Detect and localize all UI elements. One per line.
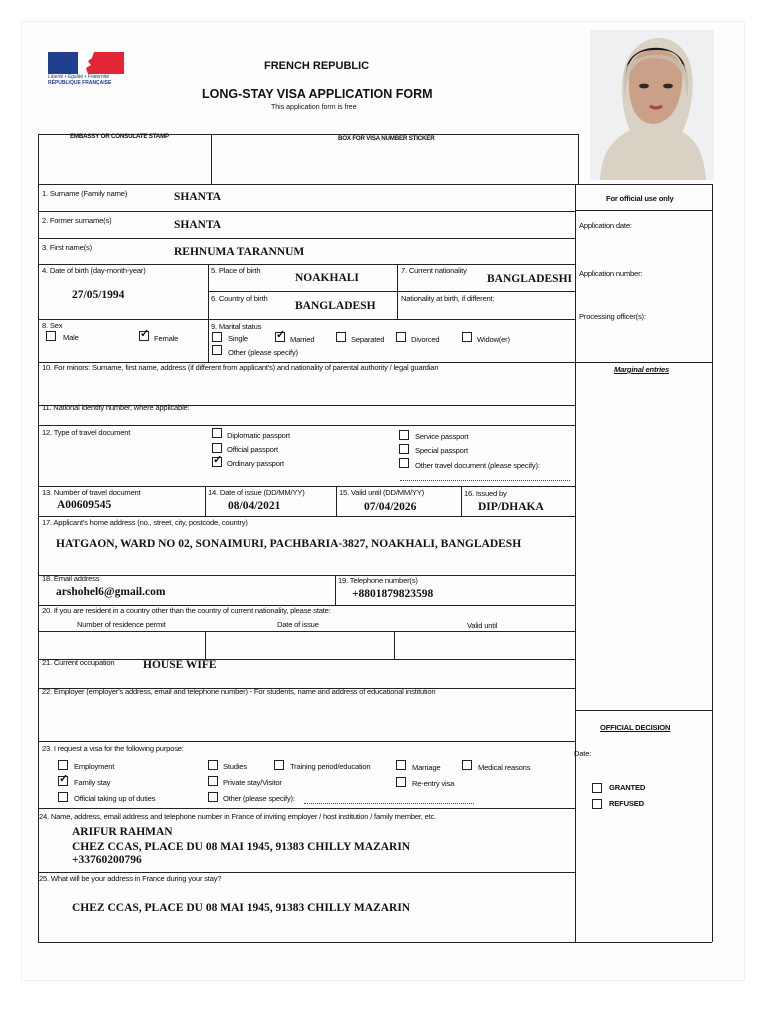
- issued-by-value[interactable]: DIP/DHAKA: [478, 501, 544, 513]
- training-checkbox[interactable]: [274, 760, 284, 770]
- married-label: Married: [290, 335, 315, 344]
- other-marital-checkbox[interactable]: [212, 345, 222, 355]
- other-travel-doc-dotted-line: [400, 480, 570, 481]
- pob-value[interactable]: NOAKHALI: [295, 272, 359, 284]
- home-address-label: 17. Applicant's home address (no., street, city, postcode, country): [42, 518, 248, 527]
- doc-number-value[interactable]: A00609545: [57, 499, 112, 511]
- issue-date-value[interactable]: 08/04/2021: [228, 500, 281, 512]
- email-label: 18. Email address: [42, 574, 100, 583]
- nationality-value[interactable]: BANGLADESHI: [487, 273, 572, 285]
- minors-label: 10. For minors: Surname, first name, address (if different from applicant's) and nationality of parental authority / legal guardian: [42, 363, 439, 372]
- issue-date-label: 14. Date of issue (DD/MM/YY): [208, 488, 305, 497]
- other-purpose-label: Other (please specify):: [223, 794, 295, 803]
- residence-permit-label: Number of residence permit: [77, 620, 166, 629]
- diplomatic-checkbox[interactable]: [212, 428, 222, 438]
- married-checkbox[interactable]: [275, 332, 285, 342]
- dob-label: 4. Date of birth (day-month-year): [42, 266, 146, 275]
- widow-checkbox[interactable]: [462, 332, 472, 342]
- visa-form-sheet: [22, 22, 744, 980]
- french-flag-icon: [48, 52, 124, 74]
- inviting-address[interactable]: CHEZ CCAS, PLACE DU 08 MAI 1945, 91383 CHILLY MAZARIN: [72, 841, 411, 853]
- valid-until-value[interactable]: 07/04/2026: [364, 501, 417, 513]
- other-purpose-dotted-line: [304, 803, 474, 804]
- issued-by-label: 16. Issued by: [464, 489, 507, 498]
- sex-label: 8. Sex: [42, 321, 63, 330]
- granted-checkbox[interactable]: [592, 783, 602, 793]
- residence-valid-label: Valid until: [467, 621, 498, 630]
- email-value[interactable]: arshohel6@gmail.com: [56, 586, 166, 598]
- pob-label: 5. Place of birth: [211, 266, 261, 275]
- nationality-birth-label: Nationality at birth, if different:: [401, 294, 495, 303]
- other-marital-label: Other (please specify): [228, 348, 298, 357]
- refused-checkbox[interactable]: [592, 799, 602, 809]
- special-passport-label: Special passport: [415, 446, 468, 455]
- embassy-stamp-label: EMBASSY OR CONSULATE STAMP: [70, 133, 169, 140]
- service-passport-checkbox[interactable]: [399, 430, 409, 440]
- first-names-value[interactable]: REHNUMA TARANNUM: [174, 246, 305, 258]
- cob-label: 6. Country of birth: [211, 294, 268, 303]
- studies-checkbox[interactable]: [208, 760, 218, 770]
- marriage-checkbox[interactable]: [396, 760, 406, 770]
- marginal-entries-label: Marginal entries: [614, 365, 670, 374]
- separated-label: Separated: [351, 335, 385, 344]
- employment-label: Employment: [74, 762, 115, 771]
- single-label: Single: [228, 334, 248, 343]
- service-passport-label: Service passport: [415, 432, 469, 441]
- private-stay-label: Private stay/Visitor: [223, 778, 282, 787]
- occupation-value[interactable]: HOUSE WIFE: [143, 659, 217, 671]
- former-surname-label: 2. Former surname(s): [42, 216, 112, 225]
- female-label: Female: [154, 334, 179, 343]
- first-names-label: 3. First name(s): [42, 243, 92, 252]
- national-id-label: 11. National identity number, where applicable:: [42, 403, 190, 412]
- france-address-label: 25. What will be your address in France during your stay?: [39, 874, 222, 883]
- official-passport-checkbox[interactable]: [212, 443, 222, 453]
- official-use-title: For official use only: [606, 194, 674, 203]
- refused-label: REFUSED: [609, 799, 644, 808]
- form-country: FRENCH REPUBLIC: [264, 60, 370, 72]
- marital-label: 9. Marital status: [211, 322, 262, 331]
- special-passport-checkbox[interactable]: [399, 444, 409, 454]
- visa-sticker-label: BOX FOR VISA NUMBER STICKER: [338, 135, 435, 142]
- official-passport-label: Official passport: [227, 445, 278, 454]
- nationality-label: 7. Current nationality: [401, 266, 467, 275]
- doc-number-label: 13. Number of travel document: [42, 488, 141, 497]
- ordinary-passport-label: Ordinary passport: [227, 459, 284, 468]
- family-stay-label: Family stay: [74, 778, 111, 787]
- other-purpose-checkbox[interactable]: [208, 792, 218, 802]
- home-address-value[interactable]: HATGAON, WARD NO 02, SONAIMURI, PACHBARIA-3827, NOAKHALI, BANGLADESH: [56, 538, 522, 550]
- purpose-label: 23. I request a visa for the following purpose:: [42, 744, 184, 753]
- inviting-name[interactable]: ARIFUR RAHMAN: [72, 826, 173, 838]
- male-checkbox[interactable]: [46, 331, 56, 341]
- decision-date-label: Date:: [574, 749, 592, 758]
- female-checkbox[interactable]: [139, 331, 149, 341]
- other-travel-doc-label: Other travel document (please specify):: [415, 461, 540, 470]
- cob-value[interactable]: BANGLADESH: [295, 300, 376, 312]
- surname-label: 1. Surname (Family name): [42, 189, 128, 198]
- family-stay-checkbox[interactable]: [58, 776, 68, 786]
- processing-officer-label: Processing officer(s):: [579, 312, 646, 321]
- former-surname-value[interactable]: SHANTA: [174, 219, 222, 231]
- ordinary-passport-checkbox[interactable]: [212, 457, 222, 467]
- phone-value[interactable]: +8801879823598: [352, 588, 434, 600]
- official-duties-checkbox[interactable]: [58, 792, 68, 802]
- medical-label: Medical reasons: [478, 763, 531, 772]
- inviting-phone[interactable]: +33760200796: [72, 854, 142, 866]
- diplomatic-label: Diplomatic passport: [227, 431, 290, 440]
- reentry-label: Re-entry visa: [412, 779, 455, 788]
- training-label: Training period/education: [290, 762, 371, 771]
- residence-label: 20. If you are resident in a country other than the country of current nationality, please state:: [42, 606, 331, 615]
- dob-value[interactable]: 27/05/1994: [72, 289, 125, 301]
- travel-doc-label: 12. Type of travel document: [42, 428, 131, 437]
- marianne-logo: [48, 52, 124, 92]
- occupation-label: 21. Current occupation: [42, 658, 115, 667]
- employer-label: 22. Employer (employer's address, email and telephone number) - For students, name and address of educational institution: [42, 687, 436, 696]
- surname-value[interactable]: SHANTA: [174, 191, 222, 203]
- marriage-label: Marriage: [412, 763, 441, 772]
- application-number-label: Application number:: [579, 269, 643, 278]
- employment-checkbox[interactable]: [58, 760, 68, 770]
- application-date-label: Application date:: [579, 221, 632, 230]
- reentry-checkbox[interactable]: [396, 777, 406, 787]
- logo-motto: Liberté • Égalité • Fraternité: [48, 74, 110, 80]
- form-subtitle: This application form is free: [271, 104, 357, 111]
- residence-date-label: Date of issue: [277, 620, 319, 629]
- valid-until-label: 15. Valid until (DD/MM/YY): [339, 488, 424, 497]
- inviting-label: 24. Name, address, email address and telephone number in France of inviting employer / host institution / family member, etc.: [39, 812, 437, 821]
- official-duties-label: Official taking up of duties: [74, 794, 156, 803]
- official-decision-title: OFFICIAL DECISION: [600, 723, 671, 732]
- studies-label: Studies: [223, 762, 247, 771]
- male-label: Male: [63, 333, 79, 342]
- logo-text: RÉPUBLIQUE FRANÇAISE: [48, 80, 112, 86]
- widow-label: Widow(er): [477, 335, 510, 344]
- form-title: LONG-STAY VISA APPLICATION FORM: [202, 87, 433, 101]
- other-travel-doc-checkbox[interactable]: [399, 458, 409, 468]
- single-checkbox[interactable]: [212, 332, 222, 342]
- medical-checkbox[interactable]: [462, 760, 472, 770]
- phone-label: 19. Telephone number(s): [338, 576, 418, 585]
- granted-label: GRANTED: [609, 783, 646, 792]
- divorced-checkbox[interactable]: [396, 332, 406, 342]
- divorced-label: Divorced: [411, 335, 440, 344]
- private-stay-checkbox[interactable]: [208, 776, 218, 786]
- separated-checkbox[interactable]: [336, 332, 346, 342]
- france-address-value[interactable]: CHEZ CCAS, PLACE DU 08 MAI 1945, 91383 CHILLY MAZARIN: [72, 902, 411, 914]
- applicant-photo: [590, 30, 714, 180]
